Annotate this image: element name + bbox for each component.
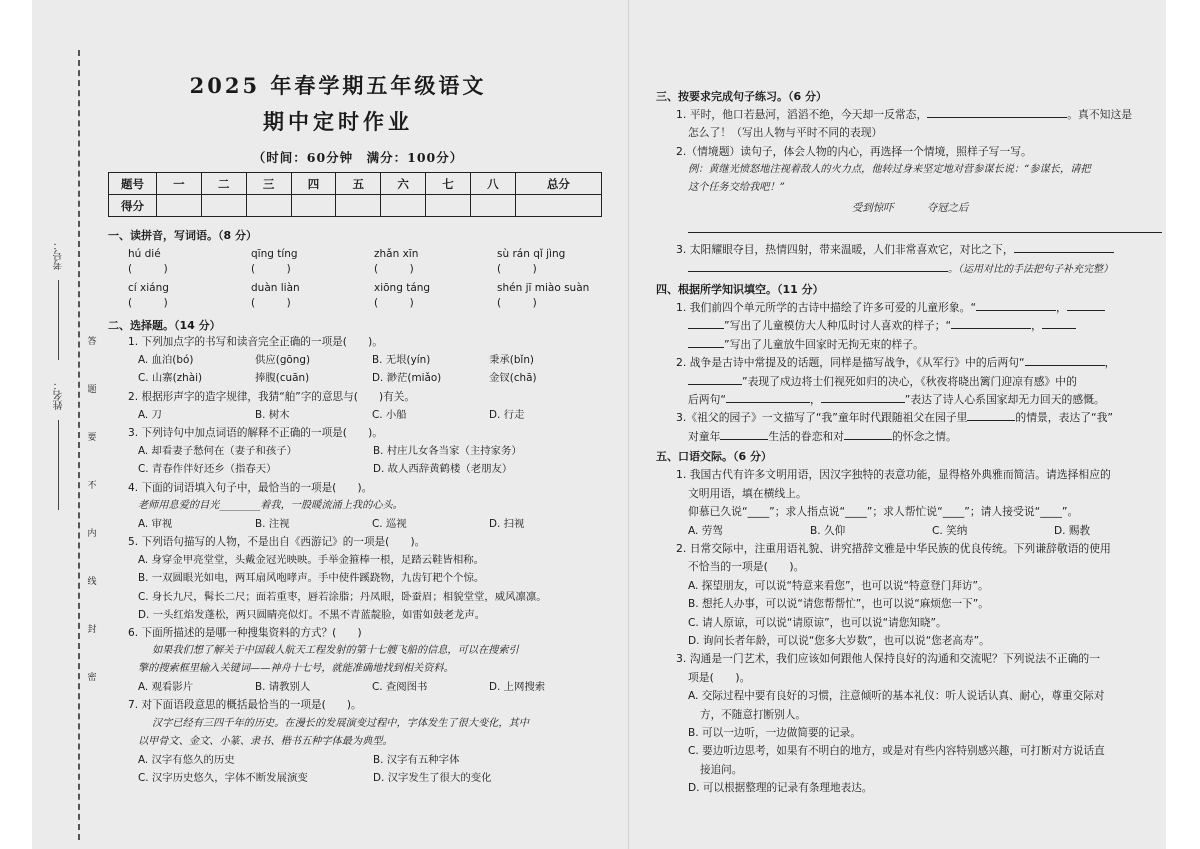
answer-line[interactable] [951,317,1031,329]
option[interactable]: B. 一双圆眼光如电，两耳扇风咆哮声。手中使件蹊跷物，九齿钉耙个个惊。 [138,572,485,585]
options-row [108,460,608,478]
option[interactable]: 秉承(bǐn) [489,354,534,367]
scenario-options [656,197,1176,219]
answer-line[interactable] [720,428,768,440]
option[interactable]: A. 却看妻子愁何在（妻子和孩子） [138,445,297,458]
answer-line[interactable] [688,373,742,385]
question-text: 1. 我们前四个单元所学的古诗中描绘了许多可爱的儿童形象。“ [676,301,977,315]
answer-line[interactable] [976,299,1056,311]
question-5-2: 2. 日常交际中，注重用语礼貌、讲究措辞文雅是中华民族的优良传统。下列谦辞敬语的使用 [676,541,1111,555]
answer-line[interactable] [1025,354,1105,366]
options-row [108,351,608,369]
option[interactable]: C. 要边听边思考，如果有不明白的地方，或是对有些内容特别感兴趣，可打断对方说话直 [688,745,1105,758]
option[interactable]: D. 渺茫(miǎo) [372,372,442,385]
score-input[interactable] [246,195,291,217]
answer-line[interactable] [1042,317,1076,329]
example-text: 例：黄继光愤怒地注视着敌人的火力点，他转过身来坚定地对营参谋长说：“参谋长，请把 [688,164,1091,176]
option-continued: 方，不随意打断别人。 [700,708,806,721]
options-row [108,369,608,387]
option-continued: 接追问。 [700,763,743,776]
option[interactable]: B. 久仰 [810,524,846,537]
score-cell: 总分 [515,173,601,195]
question-2-1: 1. 下列加点字的书写和读音完全正确的一项是( )。 [128,336,383,348]
option[interactable]: A. 刀 [138,408,162,421]
answer-line[interactable] [688,221,1162,233]
answer-line[interactable] [1014,241,1114,253]
question-text: ”表现了戍边将士们视死如归的决心，《秋夜将晓出篱门迎凉有感》中的 [742,374,1077,388]
seal-word: 题 [87,385,97,395]
question-2-2: 2. 根据形声字的造字规律，我猜“舶”字的意思与( )有关。 [128,390,415,403]
exam-sheet [32,0,1166,849]
question-3-3 [656,241,1176,259]
question-text: 生活的眷恋和对 [768,429,844,443]
question-text: ”写出了儿童放牛回家时无拘无束的样子。 [724,337,924,351]
option[interactable]: D. 可以根据整理的记录有条理地表达。 [688,782,873,795]
option[interactable]: D. 上网搜索 [489,681,546,694]
question-quote: 老师用息爱的目光________着我，一股暖流涌上我的心头。 [138,499,403,511]
seal-word: 密 [87,673,97,683]
name-label: 姓名： [54,380,65,410]
answer-blank[interactable]: ( ) [251,297,291,309]
question-2-4: 4. 下面的词语填入句子中，最恰当的一项是( )。 [128,481,373,494]
option[interactable]: D. 询问长者年龄，可以说“您多大岁数”，也可以说“您老高寿”。 [688,634,990,647]
question-line [656,428,1176,446]
option[interactable]: A. 身穿金甲亮堂堂，头戴金冠光映映。手举金箍棒一根，足踏云鞋皆相称。 [138,554,485,567]
answer-blank[interactable]: ( ) [128,297,168,309]
section-1-title: 一、读拼音，写词语。（8 分） [108,229,257,242]
option[interactable]: B. 想托人办事，可以说“请您帮帮忙”，也可以说“麻烦您一下”。 [688,598,989,611]
question-text: 1. 平时，他口若悬河，滔滔不绝，今天却一反常态， [676,108,928,121]
answer-line[interactable] [927,106,1067,118]
section-2-title: 二、选择题。（14 分） [108,319,221,332]
question-2-7: 7. 对下面语段意思的概括最恰当的一项是( )。 [128,699,362,712]
option[interactable]: A. 探望朋友，可以说“特意来看您”，也可以说“特意登门拜访”。 [688,579,989,592]
question-quote: 擎的搜索框里输入关键词——神舟十七号，就能准确地找到相关资料。 [138,663,454,675]
name-field[interactable] [58,420,59,510]
pinyin-grid [108,247,608,311]
option[interactable]: A. 审视 [138,517,173,530]
option[interactable]: 金钗(chā) [489,372,537,385]
question-line: ”写出了儿童模仿大人种瓜时讨人喜欢的样子；“ ， [656,317,1176,335]
question-text: 。真不知这是 [1067,108,1133,121]
section-3-title: 三、按要求完成句子练习。（6 分） [656,90,827,103]
question-text: 的情景，表达了“我” [1015,411,1113,425]
question-text: 后两句“ [688,393,726,407]
question-2-3: 3. 下列诗句中加点词语的解释不正确的一项是( )。 [128,427,383,440]
exam-title: 2025 年春学期五年级语文 [189,73,487,98]
question-text: 怎么了！（写出人物与平时不同的表现） [688,126,883,140]
option[interactable]: A. 劳驾 [688,524,723,537]
option[interactable]: C. 小船 [372,408,407,421]
option[interactable]: C. 身长九尺，髯长二尺；面若重枣，唇若涂脂；丹凤眼，卧蚕眉；相貌堂堂，威风凛凛。 [138,590,547,603]
answer-line[interactable] [967,409,1015,421]
pinyin: sù rán qǐ jìng [497,248,566,260]
seal-word: 不 [87,481,97,491]
answer-line-row [656,219,1176,241]
answer-blank[interactable]: ( ) [128,263,168,275]
score-cell: 二 [201,173,246,195]
score-cell: 三 [246,173,291,195]
option[interactable]: D. 赐教 [1054,524,1091,537]
pinyin: xiōng táng [374,282,431,294]
option[interactable]: D. 故人西辞黄鹤楼（老朋友） [373,463,513,476]
question-5-3: 3. 沟通是一门艺术，我们应该如何跟他人保持良好的沟通和交流呢？下列说法不正确的一 [676,652,1101,666]
seal-line [78,50,80,840]
seal-word: 封 [87,625,97,635]
options-row [108,751,608,769]
pinyin: duàn liàn [251,282,300,294]
question-text: 项是( )。 [688,670,751,684]
option[interactable]: B. 请教别人 [255,681,311,694]
score-input[interactable] [201,195,246,217]
option[interactable]: D. 汉字发生了很大的变化 [373,771,492,784]
seal-word: 答 [87,337,97,347]
question-4-3 [656,409,1176,427]
answer-line[interactable] [688,260,948,272]
question-3-1 [656,106,1176,124]
score-cell: 五 [336,173,381,195]
answer-blank[interactable]: ( ) [497,297,537,309]
option[interactable]: A. 血泊(bó) [138,354,194,367]
question-2-6: 6. 下面所描述的是哪一种搜集资料的方式？( ) [128,627,362,640]
option[interactable]: A. 汉字有悠久的历史 [138,753,235,766]
question-5-1: 1. 我国古代有许多文明用语，因汉字独特的表意功能，显得格外典雅而简洁。请选择相应的 [676,468,1111,482]
binding-strip [52,50,104,840]
options-row [108,515,608,533]
score-input[interactable] [157,195,202,217]
answer-line[interactable] [821,391,905,403]
question-text: 的怀念之情。 [891,429,957,443]
question-line: 后两句“ ， ”表达了诗人心系国家却无力回天的感慨。 [688,393,1105,407]
question-text: 3.《祖父的园子》一文描写了“我”童年时代跟随祖父在园子里 [676,411,968,425]
seal-word: 内 [87,529,97,539]
score-table [108,172,602,217]
option[interactable]: D. 扫视 [489,517,525,530]
option[interactable]: A. 观看影片 [138,681,194,694]
page-fold [628,0,629,849]
exam-no-field[interactable] [58,280,59,360]
seal-word: 要 [87,433,97,443]
score-header-row [109,173,602,195]
options-row [108,769,608,787]
exam-meta: （时间：60分钟 满分：100分） [252,150,464,165]
question-text: 3. 太阳耀眼夺目，热情四射，带来温暖，人们非常喜欢它，对比之下， [676,243,1014,257]
option[interactable]: B. 注视 [255,517,290,530]
question-text: 2. 战争是古诗中常提及的话题，同样是描写战争，《从军行》中的后两句“ [676,356,1025,370]
question-text: 仰慕已久说“____”；求人指点说“____”；求人帮忙说“____”；请人接受说“____”。 [688,505,1079,519]
answer-line[interactable] [726,391,810,403]
scenario-option[interactable]: 夺冠之后 [926,202,969,215]
example-text: 这个任务交给我吧！” [688,182,785,194]
answer-line[interactable] [844,428,892,440]
score-cell: 四 [291,173,336,195]
question-quote: 汉字已经有三四千年的历史。在漫长的发展演变过程中，字体发生了很大变化，其中 [152,717,529,729]
score-input[interactable] [291,195,336,217]
option[interactable]: C. 笑纳 [932,524,968,537]
exam-subtitle: 期中定时作业 [263,109,413,134]
option[interactable]: A. 交际过程中要有良好的习惯，注意倾听的基本礼仪：听人说话认真、耐心，尊重交际对 [688,690,1105,703]
score-input[interactable] [426,195,471,217]
question-text: 不恰当的一项是( )。 [688,560,805,574]
question-text: 对童年 [688,429,721,443]
option[interactable]: B. 村庄儿女各当家（主持家务） [373,445,522,458]
answer-line[interactable] [1067,299,1105,311]
pinyin: cí xiáng [128,282,169,294]
score-value-row [109,195,602,217]
seal-word: 线 [87,577,97,587]
score-input[interactable] [470,195,515,217]
options-row [656,522,1176,540]
pinyin: hú dié [128,248,161,260]
score-input[interactable] [381,195,426,217]
question-4-2: 2. 战争是古诗中常提及的话题，同样是描写战争，《从军行》中的后两句“ ， [676,356,1116,370]
question-quote: 如果我们想了解关于中国载人航天工程发射的第十七艘飞船的信息，可以在搜索引 [152,645,519,657]
score-cell: 六 [381,173,426,195]
question-2-5: 5. 下列语句描写的人物，不是出自《西游记》的一项是( )。 [128,536,426,549]
question-3-2: 2.（情境题）读句子，体会人物的内心，再选择一个情境，照样子写一写。 [676,144,1032,158]
score-input[interactable] [515,195,601,217]
option[interactable]: D. 一头红焰发蓬松，两只圆睛亮似灯。不黑不青蓝靛脸，如雷如鼓老龙声。 [138,608,486,621]
question-4-1: 1. 我们前四个单元所学的古诗中描绘了许多可爱的儿童形象。“ ， [656,299,1176,317]
left-column [108,70,608,787]
option[interactable]: B. 汉字有五种字体 [373,753,460,766]
question-line [656,373,1176,391]
answer-note-row [656,260,1176,279]
answer-blank[interactable]: ( ) [497,263,537,275]
right-column [656,88,1176,798]
section-4-title: 四、根据所学知识填空。（11 分） [656,283,824,297]
answer-line[interactable] [688,336,724,348]
option[interactable]: C. 汉字历史悠久，字体不断发展演变 [138,771,308,784]
option[interactable]: C. 查阅图书 [372,681,428,694]
seal-words [85,338,99,722]
question-line [656,336,1176,354]
score-cell: 题号 [109,173,157,195]
score-input[interactable] [336,195,381,217]
score-cell: 八 [470,173,515,195]
option[interactable]: B. 可以一边听，一边做简要的记录。 [688,726,861,739]
answer-blank[interactable]: ( ) [251,263,291,275]
answer-blank[interactable]: ( ) [374,297,414,309]
option[interactable]: 捧腹(cuān) [255,372,310,385]
pinyin: zhǎn xīn [374,248,419,260]
option[interactable]: 供应(gōng) [255,354,311,367]
scenario-option[interactable]: 受到惊吓 [852,202,894,215]
question-text: ”写出了儿童模仿大人种瓜时讨人喜欢的样子；“ [724,319,952,333]
option[interactable]: C. 山寨(zhài) [138,372,203,385]
options-row [108,678,608,696]
question-text: 文明用语，填在横线上。 [688,486,807,500]
options-row [108,406,608,424]
option[interactable]: D. 行走 [489,408,525,421]
options-row [108,442,608,460]
question-text: ”表达了诗人心系国家却无力回天的感慨。 [904,393,1105,407]
pinyin: shén jī miào suàn [497,282,590,294]
score-cell: 得分 [109,195,157,217]
question-quote: 以甲骨文、金文、小篆、隶书、楷书五种字体最为典型。 [138,735,393,747]
option[interactable]: C. 巡视 [372,517,407,530]
section-5-title: 五、口语交际。（6 分） [656,450,772,464]
question-note: 。（运用对比的手法把句子补充完整） [948,263,1113,275]
option[interactable]: B. 无垠(yín) [372,354,431,367]
score-cell: 一 [157,173,202,195]
answer-line[interactable] [688,317,724,329]
exam-no-label: 考号： [54,240,65,270]
pinyin: qīng tíng [251,248,298,260]
option[interactable]: C. 青春作伴好还乡（指春天） [138,463,277,476]
option[interactable]: C. 请人原谅，可以说“请原谅”，也可以说“请您知晓”。 [688,616,947,629]
option[interactable]: B. 树木 [255,408,290,421]
score-cell: 七 [426,173,471,195]
answer-blank[interactable]: ( ) [374,263,414,275]
